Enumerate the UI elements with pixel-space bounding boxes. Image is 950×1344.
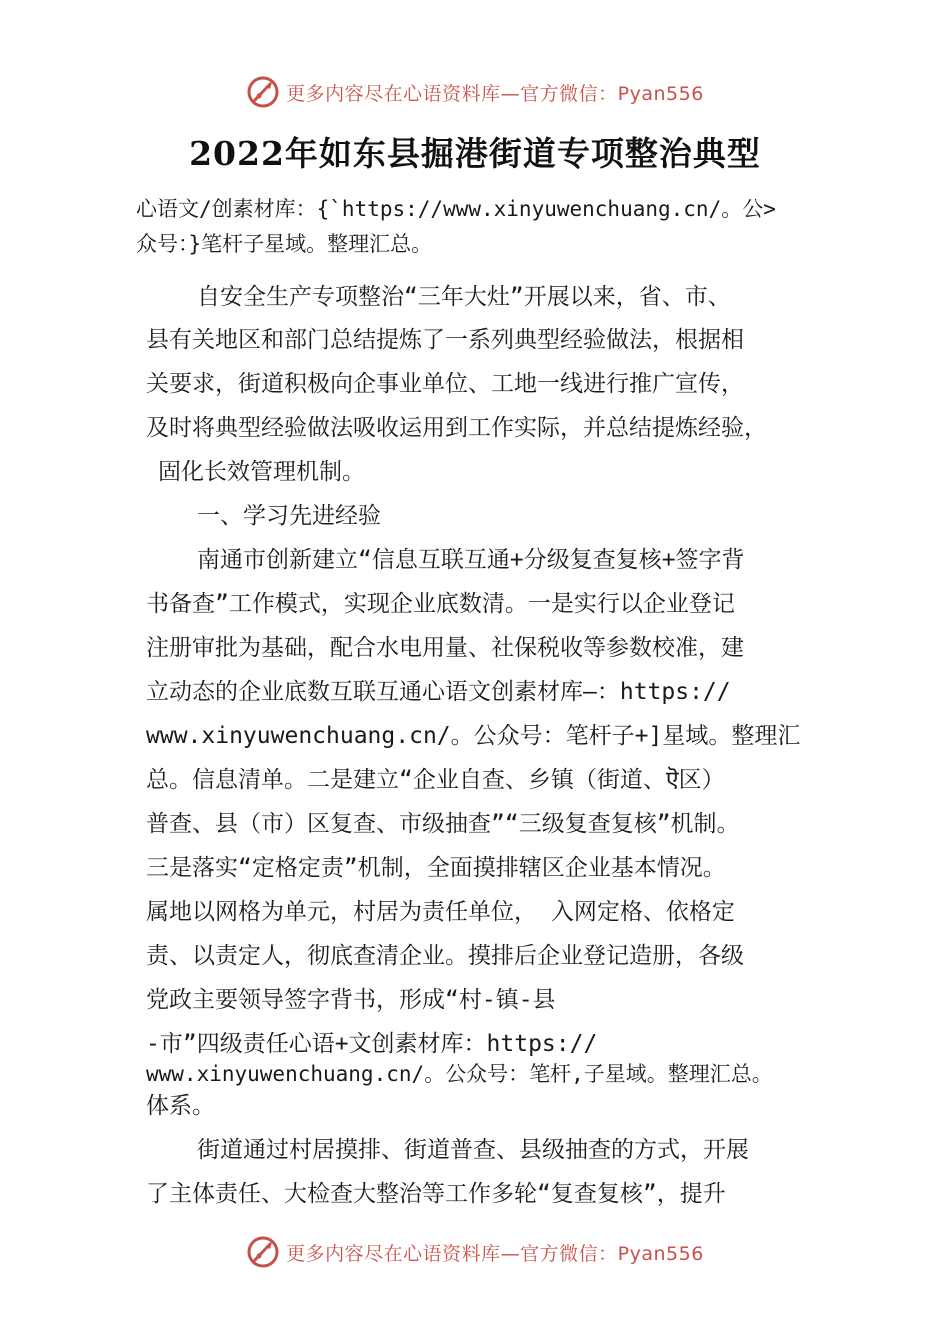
paragraph-line: 及时将典型经验做法吸收运用到工作实际，并总结提炼经验， — [146, 415, 767, 441]
watermark-text: 更多内容尽在心语资料库—官方微信：Pyan556 — [286, 1242, 704, 1265]
paragraph-line: 固化长效管理机制。 — [158, 459, 365, 485]
paragraph-line: 三是落实“定格定责”机制，全面摸排辖区企业基本情况。 — [146, 855, 726, 881]
paragraph-line: 南通市创新建立“信息互联互通+分级复查复核+签字背 — [197, 547, 745, 573]
paragraph-line: 关要求，街道积极向企事业单位、工地一线进行推广宣传， — [146, 371, 744, 397]
paragraph-line: 总。信息清单。二是建立“企业自查、乡镇（街道、ऎ区） — [146, 767, 725, 793]
paragraph-line: 体系。 — [146, 1093, 215, 1119]
quill-seal-icon — [246, 75, 280, 109]
paragraph-line: 属地以网格为单元，村居为责任单位， 入网定格、依格定 — [146, 899, 735, 925]
paragraph-line: 了主体责任、大检查大整治等工作多轮“复查复核”，提升 — [146, 1181, 726, 1207]
header-watermark — [0, 72, 950, 112]
paragraph-line: www.xinyuwenchuang.cn/。公众号：笔杆,子星域。整理汇总。 — [146, 1062, 773, 1086]
document-title: 2022年如东县掘港街道专项整治典型 — [189, 134, 761, 173]
paragraph-line: 注册审批为基础，配合水电用量、社保税收等参数校准，建 — [146, 635, 744, 661]
paragraph-line: 立动态的企业底数互联互通心语文创素材库—：https:// — [146, 679, 731, 705]
paragraph-line: 县有关地区和部门总结提炼了一系列典型经验做法，根据相 — [146, 327, 744, 353]
paragraph-line: 街道通过村居摸排、街道普查、县级抽查的方式，开展 — [197, 1137, 749, 1163]
footer-watermark — [0, 1232, 950, 1272]
section-heading: 一、学习先进经验 — [197, 503, 381, 529]
paragraph-line: 书备查”工作模式，实现企业底数清。一是实行以企业登记 — [146, 591, 735, 617]
paragraph-line: -市”四级责任心语+文创素材库：https:// — [146, 1031, 598, 1057]
paragraph-line: 自安全生产专项整治“三年大灶”开展以来，省、市、 — [197, 284, 731, 310]
paragraph-line: 普查、县（市）区复查、市级抽查”“三级复查复核”机制。 — [146, 811, 740, 837]
paragraph-line: 责、以责定人，彻底查清企业。摸排后企业登记造册，各级 — [146, 943, 744, 969]
paragraph-line: 党政主要领导签字背书，形成“村-镇-县 — [146, 987, 556, 1013]
source-line: 心语文/创素材库：{`https://www.xinyuwenchuang.cn/。公> — [136, 197, 776, 221]
paragraph-line: www.xinyuwenchuang.cn/。公众号：笔杆子+]星域。整理汇 — [146, 723, 801, 749]
quill-seal-icon — [246, 1235, 280, 1269]
watermark-text: 更多内容尽在心语资料库—官方微信：Pyan556 — [286, 82, 704, 105]
source-line: 众号：}笔杆子星域。整理汇总。 — [136, 232, 433, 256]
